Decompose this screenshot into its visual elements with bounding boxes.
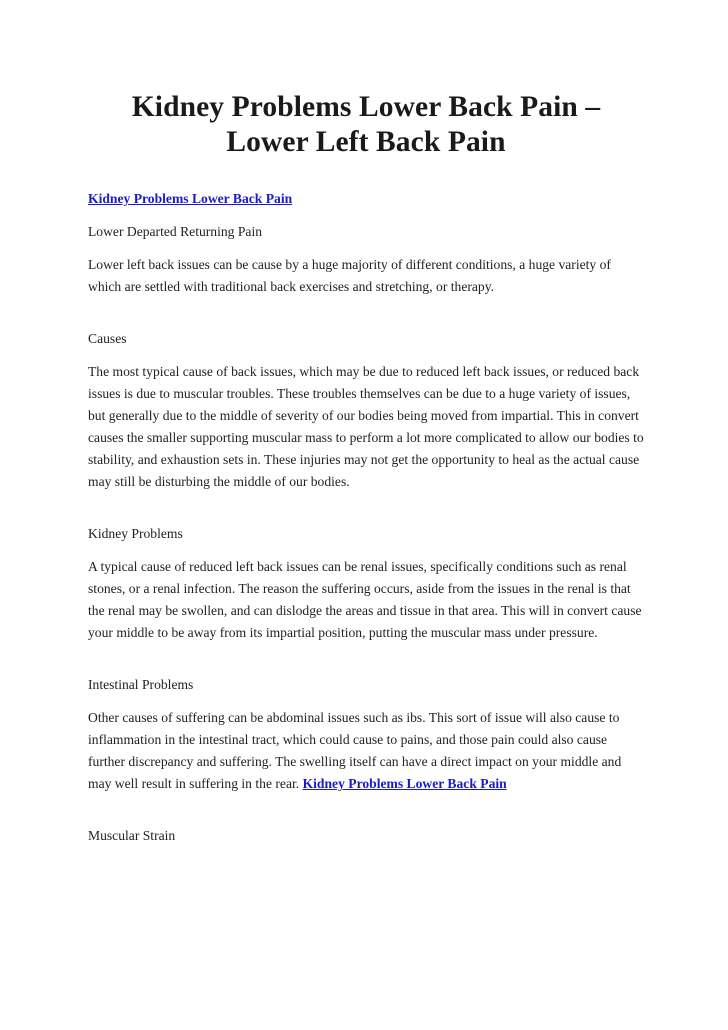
section-body-intestinal-problems bbox=[88, 707, 644, 795]
page-title: Kidney Problems Lower Back Pain – Lower Left Back Pain bbox=[131, 91, 601, 158]
kidney-problems-link[interactable]: Kidney Problems Lower Back Pain bbox=[88, 191, 293, 206]
section-heading-intestinal-problems: Intestinal Problems bbox=[88, 677, 194, 692]
inline-kidney-problems-link[interactable]: Kidney Problems Lower Back Pain bbox=[302, 776, 507, 791]
top-link-paragraph bbox=[88, 188, 644, 210]
subtitle: Lower Departed Returning Pain bbox=[88, 224, 263, 239]
document-page bbox=[88, 90, 644, 858]
section-heading-muscular-strain: Muscular Strain bbox=[88, 828, 176, 843]
intro-paragraph: Lower left back issues can be cause by a huge majority of different conditions, a huge variety of which are settled with traditional back exercises and stretching, or therapy. bbox=[88, 257, 611, 294]
section-body-kidney-problems: A typical cause of reduced left back issues can be renal issues, specifically conditions such as renal stones, or a renal infection. The reason the suffering occurs, aside from the issues in the renal is that the renal may be swollen, and can dislodge the areas and tissue in that area. This will in convert cause your middle to be away from its impartial position, putting the muscular mass under pressure. bbox=[88, 559, 642, 640]
section-heading-kidney-problems: Kidney Problems bbox=[88, 526, 183, 541]
intestinal-body-text: Other causes of suffering can be abdominal issues such as ibs. This sort of issue will also cause to inflammation in the intestinal tract, which could cause to pains, and those pain could also cause further discrepancy and suffering. The swelling itself can have a direct impact on your middle and may well result in suffering in the rear. bbox=[88, 710, 622, 791]
section-heading-causes: Causes bbox=[88, 331, 127, 346]
section-body-causes: The most typical cause of back issues, which may be due to reduced left back issues, or reduced back issues is due to muscular troubles. These troubles themselves can be due to a huge variety of issues, but generally due to the middle of severity of our bodies being moved from impartial. This in convert causes the smaller supporting muscular mass to perform a lot more complicated to allow our bodies to stability, and exhaustion sets in. These injuries may not get the opportunity to heal as the actual cause may still be disturbing the middle of our bodies. bbox=[88, 364, 644, 489]
